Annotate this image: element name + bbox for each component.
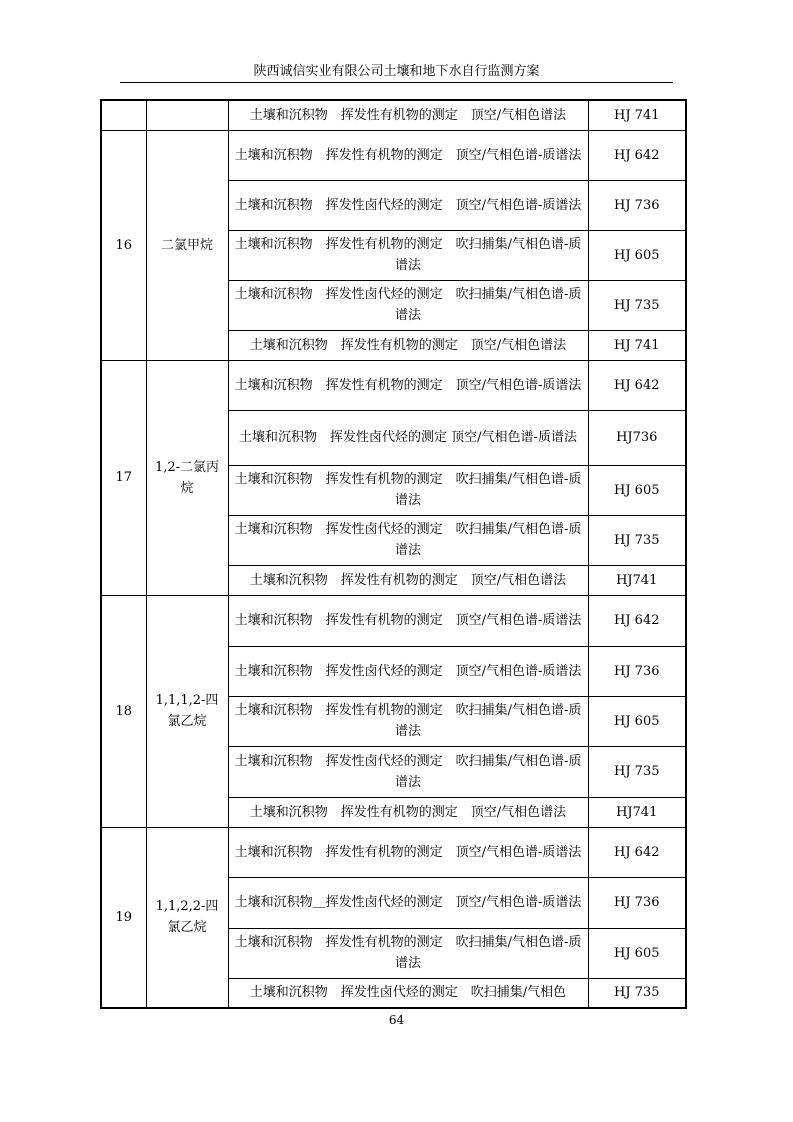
method-cell: 土壤和沉积物 挥发性有机物的测定 顶空/气相色谱-质谱法 [228,130,588,180]
substance-name: 1,1,2,2-四氯乙烷 [146,827,228,1008]
standard-cell: HJ 736 [588,877,686,928]
method-cell: 土壤和沉积物 挥发性有机物的测定 顶空/气相色谱-质谱法 [228,827,588,877]
substance-name: 1,2-二氯丙烷 [146,360,228,595]
standard-cell: HJ 741 [588,100,686,130]
method-cell: 土壤和沉积物 挥发性有机物的测定 顶空/气相色谱法 [228,797,588,827]
substance-name [146,100,228,130]
table-row [101,827,686,877]
item-number: 16 [101,130,146,360]
method-cell: 土壤和沉积物 挥发性有机物的测定 吹扫捕集/气相色谱-质谱法 [228,230,588,280]
method-cell: 土壤和沉积物 挥发性有机物的测定 吹扫捕集/气相色谱-质谱法 [228,696,588,746]
standard-cell: HJ 735 [588,978,686,1008]
method-cell: 土壤和沉积物 挥发性有机物的测定 顶空/气相色谱法 [228,565,588,595]
method-cell: 土壤和沉积物 挥发性有机物的测定 顶空/气相色谱-质谱法 [228,360,588,410]
method-cell: 土壤和沉积物 挥发性卤代烃的测定 吹扫捕集/气相色谱-质谱法 [228,746,588,797]
substance-name: 1,1,1,2-四氯乙烷 [146,595,228,827]
method-cell: 土壤和沉积物 挥发性卤代烃的测定 吹扫捕集/气相色谱-质谱法 [228,515,588,565]
method-cell: 土壤和沉积物 挥发性卤代烃的测定 顶空/气相色谱-质谱法 [228,646,588,696]
method-cell: 土壤和沉积物 挥发性有机物的测定 吹扫捕集/气相色谱-质谱法 [228,928,588,978]
standard-cell: HJ 642 [588,360,686,410]
standard-cell: HJ 735 [588,280,686,330]
item-number: 18 [101,595,146,827]
table-row [101,595,686,646]
substance-name: 二氯甲烷 [146,130,228,360]
item-number: 19 [101,827,146,1008]
method-cell: 土壤和沉积物 挥发性卤代烃的测定 顶空/气相色谱-质谱法 [228,410,588,465]
standard-cell: HJ 605 [588,465,686,515]
method-cell: 土壤和沉积物 挥发性卤代烃的测定 吹扫捕集/气相色谱-质谱法 [228,280,588,330]
standard-cell: HJ741 [588,565,686,595]
method-cell: 土壤和沉积物 挥发性卤代烃的测定 吹扫捕集/气相色 [228,978,588,1008]
analysis-method-table [100,99,687,1009]
item-number [101,100,146,130]
standard-cell: HJ 642 [588,130,686,180]
table-row [101,360,686,410]
standard-cell: HJ 736 [588,180,686,230]
standard-cell: HJ 605 [588,928,686,978]
page-header-title: 陕西诚信实业有限公司土壤和地下水自行监测方案 [253,64,540,79]
method-cell: 土壤和沉积物＿挥发性卤代烃的测定 顶空/气相色谱-质谱法 [228,877,588,928]
standard-cell: HJ 642 [588,827,686,877]
method-cell: 土壤和沉积物 挥发性有机物的测定 顶空/气相色谱-质谱法 [228,595,588,646]
table-row [101,100,686,130]
method-cell: 土壤和沉积物 挥发性有机物的测定 吹扫捕集/气相色谱-质谱法 [228,465,588,515]
standard-cell: HJ 741 [588,330,686,360]
standard-cell: HJ 605 [588,696,686,746]
page-number: 64 [388,1013,405,1027]
standard-cell: HJ741 [588,797,686,827]
table-row [101,130,686,180]
header-divider [120,82,673,83]
standard-cell: HJ 605 [588,230,686,280]
standard-cell: HJ 735 [588,515,686,565]
method-cell: 土壤和沉积物 挥发性卤代烃的测定 顶空/气相色谱-质谱法 [228,180,588,230]
method-cell: 土壤和沉积物 挥发性有机物的测定 顶空/气相色谱法 [228,330,588,360]
standard-cell: HJ736 [588,410,686,465]
item-number: 17 [101,360,146,595]
standard-cell: HJ 642 [588,595,686,646]
method-cell: 土壤和沉积物 挥发性有机物的测定 顶空/气相色谱法 [228,100,588,130]
standard-cell: HJ 736 [588,646,686,696]
standard-cell: HJ 735 [588,746,686,797]
